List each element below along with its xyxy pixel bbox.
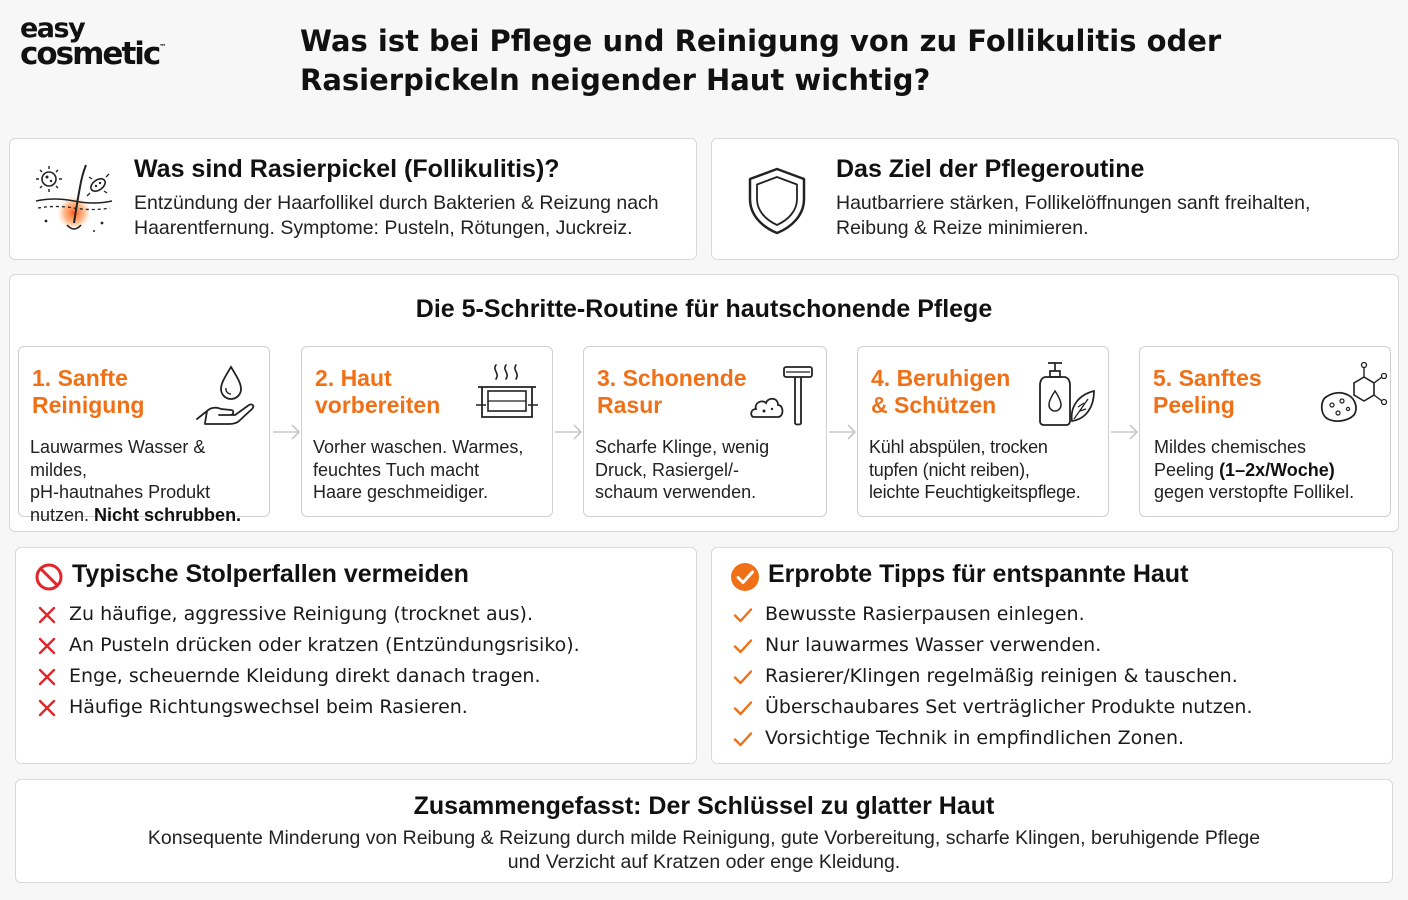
step-text-line3: gegen verstopfte Follikel.	[1154, 482, 1355, 502]
step-title	[1153, 365, 1323, 419]
hair-follicle-bacteria-icon	[34, 161, 114, 239]
sponge-molecule-icon	[1318, 361, 1384, 427]
routine-step-2	[301, 346, 553, 517]
step-title	[32, 365, 202, 419]
pump-bottle-leaf-icon	[1030, 361, 1096, 427]
brand-logo	[20, 13, 167, 72]
step-text-line1: Mildes chemisches	[1154, 437, 1307, 457]
step-text	[1154, 436, 1386, 504]
step-text-emphasis: Nicht schrubben.	[94, 504, 242, 525]
routine-step-5	[1139, 346, 1391, 517]
page-title-line1: Was ist bei Pflege und Reinigung von zu Follikulitis oder	[300, 24, 1222, 58]
check-icon	[732, 697, 754, 719]
brand-logo-line1: easy	[20, 13, 85, 44]
check-icon	[732, 635, 754, 657]
routine-step-4	[857, 346, 1109, 517]
step-text-line3: leichte Feuchtigkeitspflege.	[869, 482, 1081, 502]
info-card-title: Das Ziel der Pflegeroutine	[836, 155, 1145, 183]
tips-list	[732, 599, 1253, 754]
list-item	[36, 661, 580, 692]
list-item-text: Vorsichtige Technik in empfindlichen Zonen.	[765, 727, 1185, 749]
step-text	[595, 436, 822, 504]
list-item-text: Rasierer/Klingen regelmäßig reinigen & tauschen.	[765, 665, 1238, 687]
step-title-line2: Peeling	[1153, 392, 1235, 418]
step-title-line2: Reinigung	[32, 392, 145, 418]
step-text	[30, 436, 265, 526]
brand-logo-line2: cosmetic	[20, 35, 160, 72]
step-text-line2: pH-hautnahes Produkt	[30, 482, 211, 502]
info-card-text	[836, 191, 1384, 241]
step-title-line1: 4. Beruhigen	[871, 365, 1011, 391]
cross-icon	[36, 635, 58, 657]
step-text-line1: Kühl abspülen, trocken	[869, 437, 1048, 457]
list-item	[732, 630, 1253, 661]
tips-card	[711, 547, 1393, 764]
step-text-line1: Scharfe Klinge, wenig	[595, 437, 770, 457]
info-card-pflegeziel	[711, 138, 1399, 260]
cross-icon	[36, 697, 58, 719]
list-item-text: Zu häufige, aggressive Reinigung (trocknet aus).	[69, 603, 533, 625]
step-title-line2: Rasur	[597, 392, 663, 418]
list-item-text: An Pusteln drücken oder kratzen (Entzündungsrisiko).	[69, 634, 580, 656]
step-text-line2: feuchtes Tuch macht	[313, 459, 480, 480]
summary-text	[106, 826, 1302, 874]
prohibited-icon	[34, 562, 64, 592]
summary-card	[15, 779, 1393, 883]
step-title	[871, 365, 1041, 419]
step-title-line1: 5. Sanftes	[1153, 365, 1262, 391]
step-title-line2: & Schützen	[871, 392, 997, 418]
step-text-line1: Vorher waschen. Warmes,	[313, 437, 524, 457]
step-text-emphasis: (1–2x/Woche)	[1219, 459, 1335, 480]
step-text-line1: Lauwarmes Wasser & mildes,	[30, 437, 206, 480]
list-item-text: Überschaubares Set verträglicher Produkte nutzen.	[765, 696, 1253, 718]
step-text-line2: tupfen (nicht reiben),	[869, 459, 1030, 480]
arrow-right-icon	[271, 421, 303, 443]
tips-title: Erprobte Tipps für entspannte Haut	[768, 560, 1189, 588]
routine-title: Die 5-Schritte-Routine für hautschonende Pflege	[415, 295, 993, 323]
list-item-text: Nur lauwarmes Wasser verwenden.	[765, 634, 1102, 656]
check-circle-icon	[730, 562, 760, 592]
step-title	[315, 365, 485, 419]
warm-towel-icon	[474, 361, 540, 427]
summary-text-line1: Konsequente Minderung von Reibung & Reizung durch milde Reinigung, gute Vorbereitung, scharfe Klingen, beruhigende Pflege	[147, 827, 1261, 849]
step-text-line2: Druck, Rasiergel/-	[595, 459, 740, 480]
water-drop-hand-icon	[191, 361, 257, 427]
step-text	[313, 436, 548, 504]
info-card-text-line1: Hautbarriere stärken, Follikelöffnungen sanft freihalten,	[836, 192, 1311, 214]
step-text-line3: nutzen.	[30, 504, 95, 525]
pitfalls-card	[15, 547, 697, 764]
step-text-line2: Peeling	[1154, 459, 1220, 480]
routine-step-1	[18, 346, 270, 525]
summary-text-line2: und Verzicht auf Kratzen oder enge Kleidung.	[507, 851, 901, 873]
list-item-text: Häufige Richtungswechsel beim Rasieren.	[69, 696, 468, 718]
info-card-text-line1: Entzündung der Haarfollikel durch Bakterien & Reizung nach	[134, 192, 659, 214]
list-item-text: Bewusste Rasierpausen einlegen.	[765, 603, 1085, 625]
summary-title: Zusammengefasst: Der Schlüssel zu glatter Haut	[413, 792, 995, 820]
trademark-symbol: ™	[159, 42, 167, 51]
step-text-line3: Haare geschmeidiger.	[313, 482, 489, 502]
cross-icon	[36, 666, 58, 688]
step-text-line3: schaum verwenden.	[595, 482, 757, 502]
list-item	[732, 692, 1253, 723]
step-title-line1: 2. Haut	[315, 365, 392, 391]
razor-foam-icon	[750, 361, 816, 427]
check-icon	[732, 604, 754, 626]
arrow-right-icon	[1109, 421, 1141, 443]
page-title	[300, 22, 1300, 100]
list-item	[732, 599, 1253, 630]
check-icon	[732, 666, 754, 688]
page-title-line2: Rasierpickeln neigender Haut wichtig?	[300, 63, 931, 97]
check-icon	[732, 728, 754, 750]
info-card-follikulitis	[9, 138, 697, 260]
cross-icon	[36, 604, 58, 626]
list-item	[732, 661, 1253, 692]
pitfalls-list	[36, 599, 580, 723]
list-item-text: Enge, scheuernde Kleidung direkt danach tragen.	[69, 665, 541, 687]
arrow-right-icon	[553, 421, 585, 443]
step-title-line1: 3. Schonende	[597, 365, 747, 391]
list-item	[36, 692, 580, 723]
step-title	[597, 365, 767, 419]
info-card-title: Was sind Rasierpickel (Follikulitis)?	[134, 155, 560, 183]
step-title-line2: vorbereiten	[315, 392, 441, 418]
routine-section	[9, 274, 1399, 532]
list-item	[36, 599, 580, 630]
pitfalls-title: Typische Stolperfallen vermeiden	[72, 560, 469, 588]
step-text	[869, 436, 1108, 504]
arrow-right-icon	[827, 421, 859, 443]
info-card-text-line2: Haarentfernung. Symptome: Pusteln, Rötungen, Juckreiz.	[134, 217, 633, 239]
list-item	[36, 630, 580, 661]
step-title-line1: 1. Sanfte	[32, 365, 128, 391]
shield-icon	[742, 165, 822, 243]
list-item	[732, 723, 1253, 754]
info-card-text	[134, 191, 682, 241]
info-card-text-line2: Reibung & Reize minimieren.	[836, 217, 1089, 239]
routine-step-3	[583, 346, 827, 517]
